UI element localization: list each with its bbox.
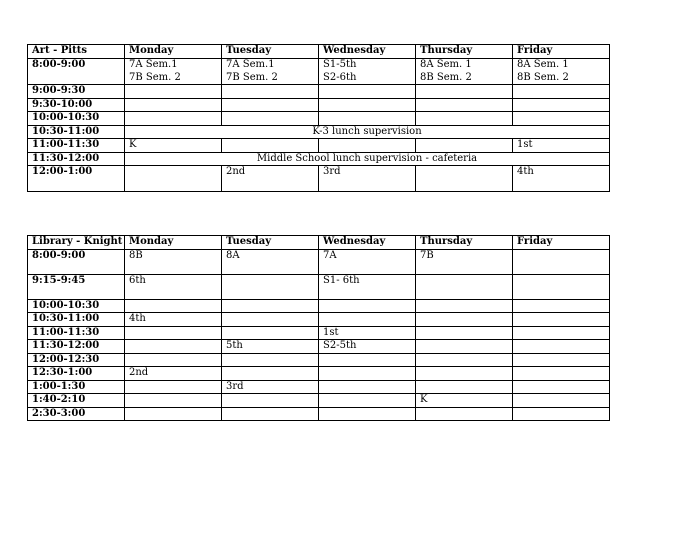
cell-friday — [513, 85, 610, 99]
table-row — [28, 152, 610, 166]
cell-monday: 2nd — [125, 367, 222, 381]
cell-friday — [513, 274, 610, 299]
table-row — [28, 367, 610, 381]
cell-friday — [513, 353, 610, 367]
time-cell: 12:00-12:30 — [28, 353, 125, 367]
time-cell: 9:30-10:00 — [28, 98, 125, 112]
cell-tuesday — [222, 139, 319, 153]
cell-tuesday — [222, 394, 319, 408]
table-row — [28, 85, 610, 99]
cell-tuesday — [222, 274, 319, 299]
cell-thursday — [416, 98, 513, 112]
cell-friday — [513, 299, 610, 313]
cell-thursday — [416, 313, 513, 327]
time-cell: 11:30-12:00 — [28, 152, 125, 166]
table-row — [28, 59, 610, 85]
cell-friday: 8A Sem. 1 8B Sem. 2 — [513, 59, 610, 85]
cell-wednesday — [319, 85, 416, 99]
cell-monday — [125, 380, 222, 394]
middle-school-lunch-supervision-cell: Middle School lunch supervision - cafeteria — [125, 152, 610, 166]
cell-thursday — [416, 112, 513, 126]
cell-monday: 4th — [125, 313, 222, 327]
cell-monday — [125, 166, 222, 192]
cell-friday — [513, 326, 610, 340]
cell-tuesday — [222, 367, 319, 381]
header-cell-tuesday: Tuesday — [222, 236, 319, 250]
time-cell: 10:00-10:30 — [28, 299, 125, 313]
cell-wednesday — [319, 367, 416, 381]
time-cell: 9:15-9:45 — [28, 274, 125, 299]
library-schedule-table — [27, 235, 610, 421]
cell-wednesday: 7A — [319, 249, 416, 274]
cell-friday: 1st — [513, 139, 610, 153]
cell-wednesday — [319, 407, 416, 421]
cell-friday — [513, 249, 610, 274]
cell-friday — [513, 340, 610, 354]
cell-friday: 4th — [513, 166, 610, 192]
cell-thursday — [416, 407, 513, 421]
cell-monday: 6th — [125, 274, 222, 299]
table-row — [28, 249, 610, 274]
cell-thursday — [416, 340, 513, 354]
time-cell: 11:00-11:30 — [28, 326, 125, 340]
cell-wednesday — [319, 394, 416, 408]
cell-wednesday — [319, 299, 416, 313]
cell-wednesday — [319, 112, 416, 126]
table-row — [28, 98, 610, 112]
cell-friday — [513, 367, 610, 381]
header-cell-wednesday: Wednesday — [319, 45, 416, 59]
cell-tuesday: 5th — [222, 340, 319, 354]
header-cell-thursday: Thursday — [416, 236, 513, 250]
cell-friday — [513, 380, 610, 394]
time-cell: 2:30-3:00 — [28, 407, 125, 421]
cell-wednesday: 1st — [319, 326, 416, 340]
table-row — [28, 274, 610, 299]
header-cell-tuesday: Tuesday — [222, 45, 319, 59]
table-row — [28, 299, 610, 313]
table-header-row — [28, 236, 610, 250]
k3-lunch-supervision-cell: K-3 lunch supervision — [125, 125, 610, 139]
table-row — [28, 112, 610, 126]
cell-tuesday — [222, 98, 319, 112]
cell-friday — [513, 407, 610, 421]
cell-wednesday — [319, 98, 416, 112]
cell-tuesday: 8A — [222, 249, 319, 274]
cell-monday — [125, 340, 222, 354]
cell-wednesday: S1-5th S2-6th — [319, 59, 416, 85]
cell-tuesday — [222, 407, 319, 421]
cell-monday: 7A Sem.1 7B Sem. 2 — [125, 59, 222, 85]
table-row — [28, 313, 610, 327]
time-cell: 12:30-1:00 — [28, 367, 125, 381]
cell-monday — [125, 85, 222, 99]
header-cell-wednesday: Wednesday — [319, 236, 416, 250]
time-cell: 8:00-9:00 — [28, 249, 125, 274]
cell-thursday — [416, 326, 513, 340]
cell-thursday — [416, 274, 513, 299]
cell-monday — [125, 326, 222, 340]
cell-wednesday — [319, 139, 416, 153]
cell-thursday — [416, 367, 513, 381]
header-cell-monday: Monday — [125, 45, 222, 59]
cell-thursday — [416, 299, 513, 313]
cell-tuesday — [222, 326, 319, 340]
header-cell-friday: Friday — [513, 236, 610, 250]
cell-tuesday — [222, 353, 319, 367]
table-row — [28, 407, 610, 421]
cell-tuesday — [222, 112, 319, 126]
header-cell-teacher: Art - Pitts — [28, 45, 125, 59]
time-cell: 11:00-11:30 — [28, 139, 125, 153]
time-cell: 1:40-2:10 — [28, 394, 125, 408]
cell-monday — [125, 394, 222, 408]
table-row — [28, 125, 610, 139]
cell-monday — [125, 353, 222, 367]
cell-wednesday — [319, 353, 416, 367]
cell-tuesday — [222, 85, 319, 99]
cell-thursday: 8A Sem. 1 8B Sem. 2 — [416, 59, 513, 85]
header-cell-friday: Friday — [513, 45, 610, 59]
cell-friday — [513, 313, 610, 327]
table-row — [28, 394, 610, 408]
time-cell: 12:00-1:00 — [28, 166, 125, 192]
cell-tuesday: 2nd — [222, 166, 319, 192]
cell-thursday — [416, 139, 513, 153]
cell-monday: K — [125, 139, 222, 153]
cell-wednesday: 3rd — [319, 166, 416, 192]
time-cell: 9:00-9:30 — [28, 85, 125, 99]
cell-wednesday: S2-5th — [319, 340, 416, 354]
table-row — [28, 139, 610, 153]
cell-thursday — [416, 85, 513, 99]
header-cell-monday: Monday — [125, 236, 222, 250]
table-row — [28, 166, 610, 192]
cell-friday — [513, 98, 610, 112]
cell-thursday — [416, 353, 513, 367]
header-cell-thursday: Thursday — [416, 45, 513, 59]
time-cell: 8:00-9:00 — [28, 59, 125, 85]
cell-thursday — [416, 380, 513, 394]
cell-monday: 8B — [125, 249, 222, 274]
art-schedule-table — [27, 44, 610, 192]
cell-wednesday — [319, 313, 416, 327]
cell-monday — [125, 98, 222, 112]
cell-tuesday — [222, 313, 319, 327]
cell-monday — [125, 299, 222, 313]
time-cell: 10:30-11:00 — [28, 313, 125, 327]
cell-tuesday — [222, 299, 319, 313]
cell-wednesday — [319, 380, 416, 394]
cell-monday — [125, 112, 222, 126]
cell-friday — [513, 394, 610, 408]
header-cell-teacher: Library - Knight — [28, 236, 125, 250]
table-row — [28, 326, 610, 340]
cell-tuesday: 3rd — [222, 380, 319, 394]
cell-friday — [513, 112, 610, 126]
cell-thursday: K — [416, 394, 513, 408]
table-row — [28, 380, 610, 394]
cell-thursday: 7B — [416, 249, 513, 274]
time-cell: 1:00-1:30 — [28, 380, 125, 394]
table-row — [28, 353, 610, 367]
time-cell: 10:00-10:30 — [28, 112, 125, 126]
cell-tuesday: 7A Sem.1 7B Sem. 2 — [222, 59, 319, 85]
time-cell: 11:30-12:00 — [28, 340, 125, 354]
table-header-row — [28, 45, 610, 59]
time-cell: 10:30-11:00 — [28, 125, 125, 139]
cell-thursday — [416, 166, 513, 192]
cell-monday — [125, 407, 222, 421]
table-row — [28, 340, 610, 354]
cell-wednesday: S1- 6th — [319, 274, 416, 299]
